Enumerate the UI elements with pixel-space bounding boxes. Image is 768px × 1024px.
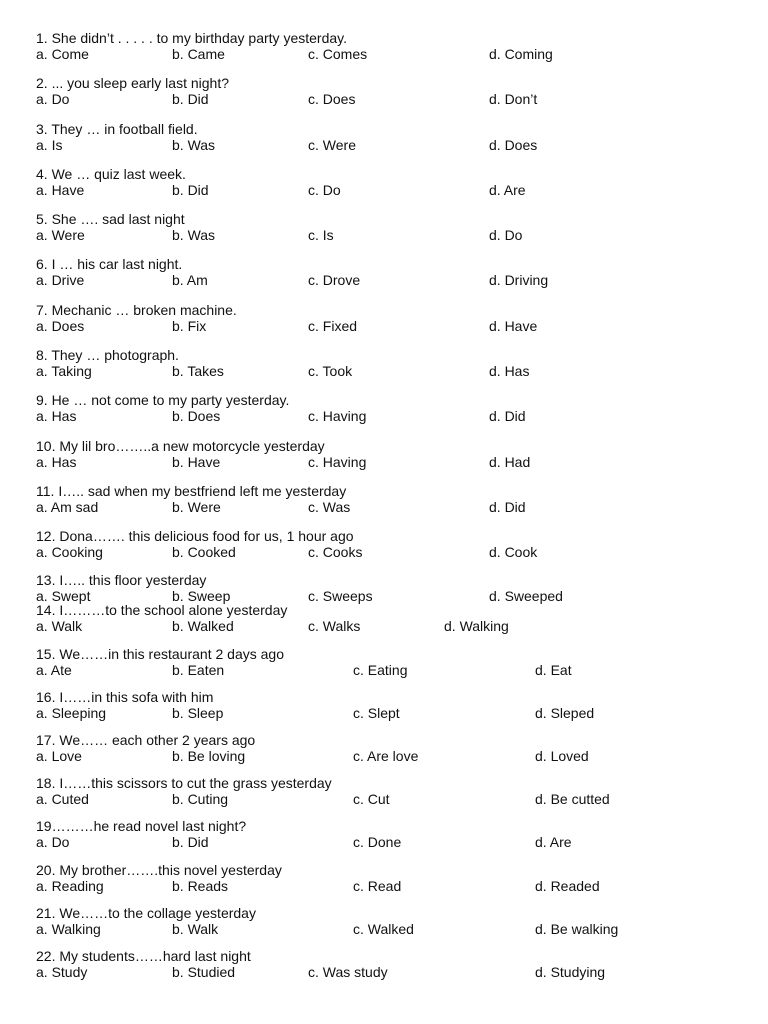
option-d: d. Be cutted	[535, 791, 610, 807]
option-c: c. Walks	[308, 618, 361, 634]
options-row	[36, 499, 526, 515]
question-15	[36, 646, 572, 678]
question-text: 9. He … not come to my party yesterday.	[36, 392, 290, 408]
question-text: 1. She didn’t . . . . . to my birthday party yesterday.	[36, 30, 347, 46]
question-3	[36, 121, 538, 153]
option-b: b. Reads	[172, 878, 229, 894]
option-c: c. Having	[308, 408, 367, 424]
question-text: 20. My brother…….this novel yesterday	[36, 862, 282, 878]
question-text: 12. Dona……. this delicious food for us, 1 hour ago	[36, 528, 354, 544]
option-b: b. Walked	[172, 618, 234, 634]
option-d: d. Walking	[444, 618, 509, 634]
question-5	[36, 211, 523, 243]
option-d: d. Are	[535, 834, 572, 850]
option-c: c. Is	[308, 227, 334, 243]
question-text: 15. We……in this restaurant 2 days ago	[36, 646, 284, 662]
option-c: c. Fixed	[308, 318, 358, 334]
option-b: b. Am	[172, 272, 208, 288]
option-d: d. Studying	[535, 964, 606, 980]
option-b: b. Have	[172, 454, 221, 470]
option-d: d. Are	[489, 182, 526, 198]
question-text: 18. I……this scissors to cut the grass yesterday	[36, 775, 332, 791]
question-2	[36, 75, 538, 107]
option-b: b. Sleep	[172, 705, 224, 721]
option-d: d. Cook	[489, 544, 538, 560]
options-row	[36, 137, 538, 153]
option-c: c. Cooks	[308, 544, 363, 560]
option-d: d. Coming	[489, 46, 553, 62]
question-20	[36, 862, 600, 894]
question-8	[36, 347, 530, 379]
option-d: d. Driving	[489, 272, 549, 288]
options-row	[36, 272, 549, 288]
option-c: c. Does	[308, 91, 356, 107]
option-a: a. Study	[36, 964, 88, 980]
option-a: a. Love	[36, 748, 82, 764]
options-row	[36, 544, 538, 560]
options-row	[36, 91, 538, 107]
question-text: 8. They … photograph.	[36, 347, 179, 363]
question-16	[36, 689, 595, 721]
option-a: a. Have	[36, 182, 85, 198]
option-b: b. Studied	[172, 964, 236, 980]
option-a: a. Has	[36, 408, 77, 424]
option-c: c. Comes	[308, 46, 368, 62]
option-d: d. Do	[489, 227, 523, 243]
option-d: d. Has	[489, 363, 530, 379]
option-b: b. Sweep	[172, 588, 231, 604]
option-a: a. Has	[36, 454, 77, 470]
option-c: c. Do	[308, 182, 341, 198]
options-row	[36, 618, 509, 634]
options-row	[36, 662, 572, 678]
question-text: 5. She …. sad last night	[36, 211, 185, 227]
option-c: c. Drove	[308, 272, 361, 288]
option-b: b. Was	[172, 137, 216, 153]
question-6	[36, 256, 549, 288]
question-text: 13. I….. this floor yesterday	[36, 572, 207, 588]
question-text: 22. My students……hard last night	[36, 948, 251, 964]
question-text: 10. My lil bro……..a new motorcycle yesterday	[36, 438, 325, 454]
option-a: a. Ate	[36, 662, 72, 678]
option-c: c. Was study	[308, 964, 388, 980]
question-21	[36, 905, 619, 937]
option-c: c. Slept	[353, 705, 400, 721]
question-text: 16. I……in this sofa with him	[36, 689, 214, 705]
option-a: a. Am sad	[36, 499, 99, 515]
option-b: b. Takes	[172, 363, 224, 379]
option-b: b. Cuting	[172, 791, 229, 807]
option-a: a. Swept	[36, 588, 91, 604]
option-c: c. Took	[308, 363, 353, 379]
option-b: b. Came	[172, 46, 225, 62]
option-b: b. Was	[172, 227, 216, 243]
question-text: 17. We…… each other 2 years ago	[36, 732, 256, 748]
option-b: b. Did	[172, 834, 209, 850]
option-a: a. Come	[36, 46, 89, 62]
option-a: a. Walk	[36, 618, 83, 634]
question-4	[36, 166, 526, 198]
question-14	[36, 602, 509, 634]
option-c: c. Were	[308, 137, 356, 153]
options-row	[36, 791, 610, 807]
options-row	[36, 46, 553, 62]
question-1	[36, 30, 553, 62]
question-9	[36, 392, 526, 424]
option-a: a. Is	[36, 137, 63, 153]
option-b: b. Does	[172, 408, 221, 424]
option-d: d. Had	[489, 454, 531, 470]
question-18	[36, 775, 610, 807]
option-d: d. Loved	[535, 748, 589, 764]
options-row	[36, 878, 600, 894]
option-d: d. Readed	[535, 878, 600, 894]
question-12	[36, 528, 538, 560]
option-c: c. Are love	[353, 748, 419, 764]
option-a: a. Were	[36, 227, 85, 243]
option-a: a. Do	[36, 91, 70, 107]
options-row	[36, 318, 538, 334]
option-c: c. Sweeps	[308, 588, 373, 604]
option-b: b. Fix	[172, 318, 207, 334]
option-d: d. Did	[489, 499, 526, 515]
option-b: b. Cooked	[172, 544, 236, 560]
question-text: 6. I … his car last night.	[36, 256, 183, 272]
option-b: b. Did	[172, 91, 209, 107]
option-b: b. Eaten	[172, 662, 225, 678]
option-d: d. Sweeped	[489, 588, 563, 604]
question-text: 3. They … in football field.	[36, 121, 198, 137]
option-b: b. Be loving	[172, 748, 246, 764]
option-a: a. Cuted	[36, 791, 89, 807]
option-c: c. Done	[353, 834, 402, 850]
question-7	[36, 302, 538, 334]
question-19	[36, 818, 572, 850]
question-text: 4. We … quiz last week.	[36, 166, 186, 182]
option-d: d. Eat	[535, 662, 572, 678]
option-d: d. Sleped	[535, 705, 595, 721]
option-a: a. Taking	[36, 363, 92, 379]
option-a: a. Reading	[36, 878, 104, 894]
option-d: d. Have	[489, 318, 538, 334]
options-row	[36, 454, 531, 470]
option-b: b. Walk	[172, 921, 219, 937]
option-d: d. Don’t	[489, 91, 538, 107]
option-a: a. Cooking	[36, 544, 103, 560]
options-row	[36, 921, 619, 937]
question-text: 2. ... you sleep early last night?	[36, 75, 229, 91]
question-22	[36, 948, 606, 980]
option-c: c. Was	[308, 499, 351, 515]
question-text: 11. I….. sad when my bestfriend left me yesterday	[36, 483, 347, 499]
question-17	[36, 732, 589, 764]
question-13	[36, 572, 563, 604]
option-c: c. Walked	[353, 921, 414, 937]
options-row	[36, 182, 526, 198]
option-b: b. Did	[172, 182, 209, 198]
question-11	[36, 483, 526, 515]
options-row	[36, 363, 530, 379]
option-c: c. Read	[353, 878, 402, 894]
options-row	[36, 834, 572, 850]
question-text: 19………he read novel last night?	[36, 818, 247, 834]
option-d: d. Be walking	[535, 921, 619, 937]
question-text: 21. We……to the collage yesterday	[36, 905, 256, 921]
option-a: a. Sleeping	[36, 705, 107, 721]
option-c: c. Cut	[353, 791, 390, 807]
option-c: c. Having	[308, 454, 367, 470]
options-row	[36, 227, 523, 243]
question-text: 14. I………to the school alone yesterday	[36, 602, 288, 618]
option-a: a. Drive	[36, 272, 85, 288]
option-d: d. Does	[489, 137, 538, 153]
options-row	[36, 964, 606, 980]
option-c: c. Eating	[353, 662, 408, 678]
question-text: 7. Mechanic … broken machine.	[36, 302, 237, 318]
option-a: a. Does	[36, 318, 85, 334]
question-10	[36, 438, 531, 470]
option-a: a. Walking	[36, 921, 101, 937]
option-a: a. Do	[36, 834, 70, 850]
option-b: b. Were	[172, 499, 221, 515]
option-d: d. Did	[489, 408, 526, 424]
options-row	[36, 408, 526, 424]
options-row	[36, 748, 589, 764]
options-row	[36, 705, 595, 721]
